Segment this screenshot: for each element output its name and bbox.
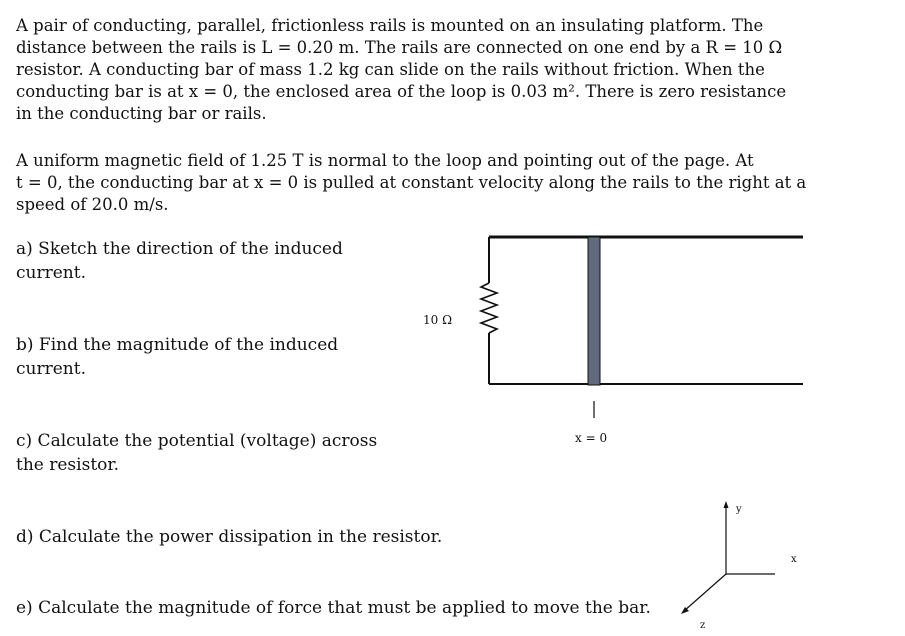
intro-line: resistor. A conducting bar of mass 1.2 kg can slide on the rails without friction. When the bbox=[16, 60, 765, 79]
z-axis-label: z bbox=[700, 620, 706, 631]
field-line: t = 0, the conducting bar at x = 0 is pulled at constant velocity along the rails to the right at a bbox=[16, 173, 807, 192]
position-label: x = 0 bbox=[575, 431, 608, 445]
resistor-label: 10 Ω bbox=[423, 313, 453, 327]
question-c-line: the resistor. bbox=[16, 455, 120, 475]
resistor-zigzag bbox=[481, 283, 497, 333]
question-b-line: current. bbox=[16, 359, 86, 379]
field-line: speed of 20.0 m/s. bbox=[16, 195, 169, 214]
question-a-line: a) Sketch the direction of the induced bbox=[16, 239, 343, 259]
x-axis-label: x bbox=[791, 554, 797, 565]
question-a-line: current. bbox=[16, 263, 86, 283]
question-b-line: b) Find the magnitude of the induced bbox=[16, 335, 339, 355]
field-line: A uniform magnetic field of 1.25 T is normal to the loop and pointing out of the page. At bbox=[16, 151, 754, 170]
intro-line: A pair of conducting, parallel, frictionless rails is mounted on an insulating platform. The bbox=[16, 16, 764, 35]
intro-line: in the conducting bar or rails. bbox=[16, 104, 267, 123]
question-d-line: d) Calculate the power dissipation in the resistor. bbox=[16, 527, 443, 547]
conducting-bar bbox=[588, 237, 600, 385]
coordinate-axes bbox=[681, 501, 797, 631]
intro-line: distance between the rails is L = 0.20 m. The rails are connected on one end by a R = 10 Ω bbox=[16, 38, 783, 57]
z-axis bbox=[684, 574, 726, 611]
intro-line: conducting bar is at x = 0, the enclosed area of the loop is 0.03 m². There is zero resistance bbox=[16, 82, 787, 101]
question-e-line: e) Calculate the magnitude of force that must be applied to move the bar. bbox=[16, 598, 651, 618]
y-axis-label: y bbox=[736, 504, 742, 515]
question-c-line: c) Calculate the potential (voltage) across bbox=[16, 431, 378, 451]
y-axis-arrow bbox=[724, 501, 729, 508]
resistor-wire bbox=[481, 237, 497, 384]
